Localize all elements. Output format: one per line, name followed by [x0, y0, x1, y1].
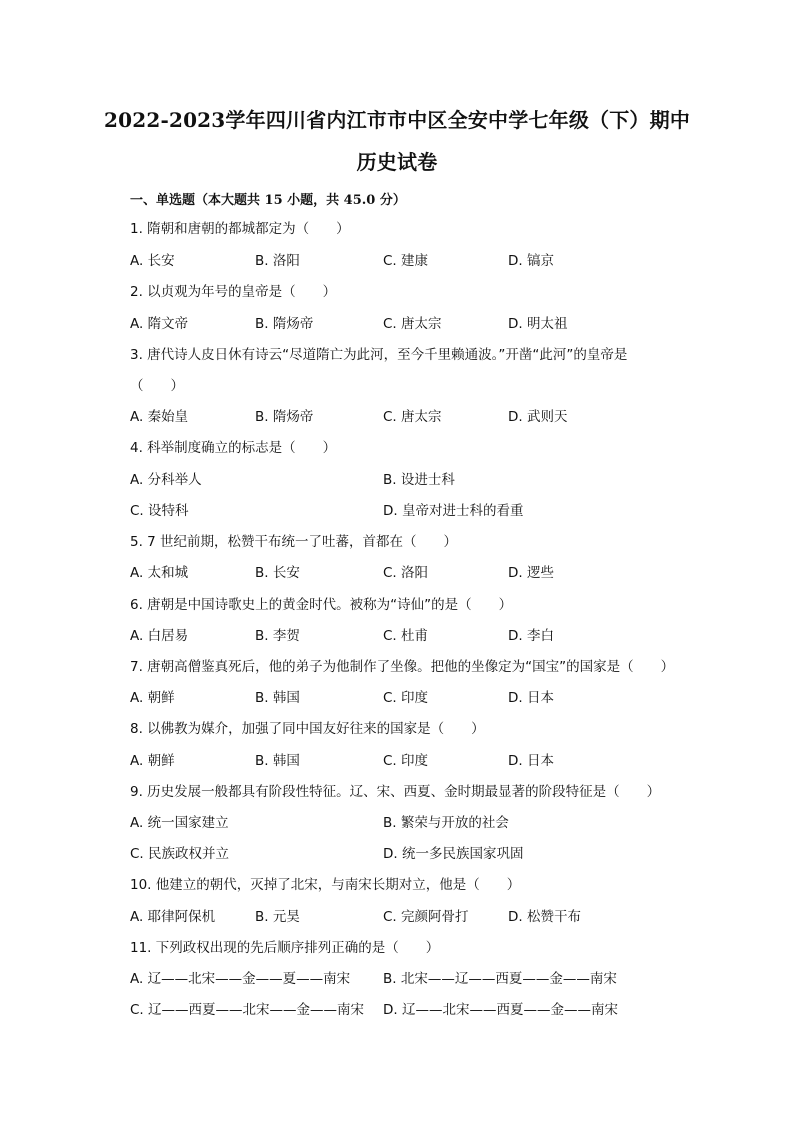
question-3-continuation: （ ） [130, 378, 184, 394]
section-heading: 一、单选题（本大题共 15 小题，共 45.0 分） [130, 193, 406, 208]
question-7: 7. 唐朝高僧鉴真死后，他的弟子为他制作了坐像。把他的坐像定为“国宝”的国家是（ ） [130, 659, 675, 675]
option-b: B. 元昊 [255, 909, 300, 925]
question-9: 9. 历史发展一般都具有阶段性特征。辽、宋、西夏、金时期最显著的阶段特征是（ ） [130, 784, 661, 800]
option-a: A. 统一国家建立 [130, 815, 229, 831]
option-c: C. 唐太宗 [383, 316, 442, 332]
option-a: A. 朝鲜 [130, 690, 175, 706]
option-b: B. 李贺 [255, 628, 300, 644]
option-a: A. 耶律阿保机 [130, 909, 216, 925]
option-c: C. 民族政权并立 [130, 846, 230, 862]
option-b: B. 韩国 [255, 690, 300, 706]
option-a: A. 长安 [130, 253, 175, 269]
option-c: C. 印度 [383, 753, 429, 769]
option-c: C. 印度 [383, 690, 429, 706]
option-d: D. 李白 [508, 628, 554, 644]
question-11: 11. 下列政权出现的先后顺序排列正确的是（ ） [130, 940, 440, 956]
option-c: C. 杜甫 [383, 628, 429, 644]
option-c: C. 建康 [383, 253, 429, 269]
question-4: 4. 科举制度确立的标志是（ ） [130, 440, 337, 456]
option-b: B. 北宋——辽——西夏——金——南宋 [383, 971, 617, 987]
option-b: B. 隋炀帝 [255, 409, 314, 425]
question-2: 2. 以贞观为年号的皇帝是（ ） [130, 284, 337, 300]
option-c: C. 辽——西夏——北宋——金——南宋 [130, 1002, 365, 1018]
option-b: B. 隋炀帝 [255, 316, 314, 332]
option-a: A. 太和城 [130, 565, 189, 581]
option-b: B. 长安 [255, 565, 300, 581]
option-d: D. 日本 [508, 753, 554, 769]
option-d: D. 日本 [508, 690, 554, 706]
option-d: D. 统一多民族国家巩固 [383, 846, 524, 862]
option-a: A. 辽——北宋——金——夏——南宋 [130, 971, 351, 987]
option-d: D. 松赞干布 [508, 909, 581, 925]
question-1: 1. 隋朝和唐朝的都城都定为（ ） [130, 221, 350, 237]
option-d: D. 皇帝对进士科的看重 [383, 503, 524, 519]
exam-title-line2: 历史试卷 [356, 150, 438, 174]
option-b: B. 韩国 [255, 753, 300, 769]
option-d: D. 逻些 [508, 565, 554, 581]
option-c: C. 设特科 [130, 503, 189, 519]
option-c: C. 完颜阿骨打 [383, 909, 469, 925]
option-a: A. 朝鲜 [130, 753, 175, 769]
option-a: A. 白居易 [130, 628, 189, 644]
option-b: B. 繁荣与开放的社会 [383, 815, 509, 831]
option-c: C. 唐太宗 [383, 409, 442, 425]
option-a: A. 秦始皇 [130, 409, 189, 425]
option-d: D. 武则天 [508, 409, 568, 425]
question-5: 5. 7 世纪前期，松赞干布统一了吐蕃，首都在（ ） [130, 534, 458, 550]
question-10: 10. 他建立的朝代，灭掉了北宋，与南宋长期对立，他是（ ） [130, 877, 521, 893]
exam-title-line1: 2022-2023学年四川省内江市市中区全安中学七年级（下）期中 [103, 108, 691, 132]
option-c: C. 洛阳 [383, 565, 429, 581]
option-a: A. 隋文帝 [130, 316, 189, 332]
question-8: 8. 以佛教为媒介，加强了同中国友好往来的国家是（ ） [130, 721, 485, 737]
question-3: 3. 唐代诗人皮日休有诗云“尽道隋亡为此河，至今千里赖通波。”开凿“此河”的皇帝是 [130, 347, 628, 363]
option-d: D. 明太祖 [508, 316, 568, 332]
option-b: B. 洛阳 [255, 253, 300, 269]
question-6: 6. 唐朝是中国诗歌史上的黄金时代。被称为“诗仙”的是（ ） [130, 597, 513, 613]
option-b: B. 设进士科 [383, 472, 455, 488]
option-d: D. 辽——北宋——西夏——金——南宋 [383, 1002, 618, 1018]
option-d: D. 镐京 [508, 253, 554, 269]
option-a: A. 分科举人 [130, 472, 202, 488]
